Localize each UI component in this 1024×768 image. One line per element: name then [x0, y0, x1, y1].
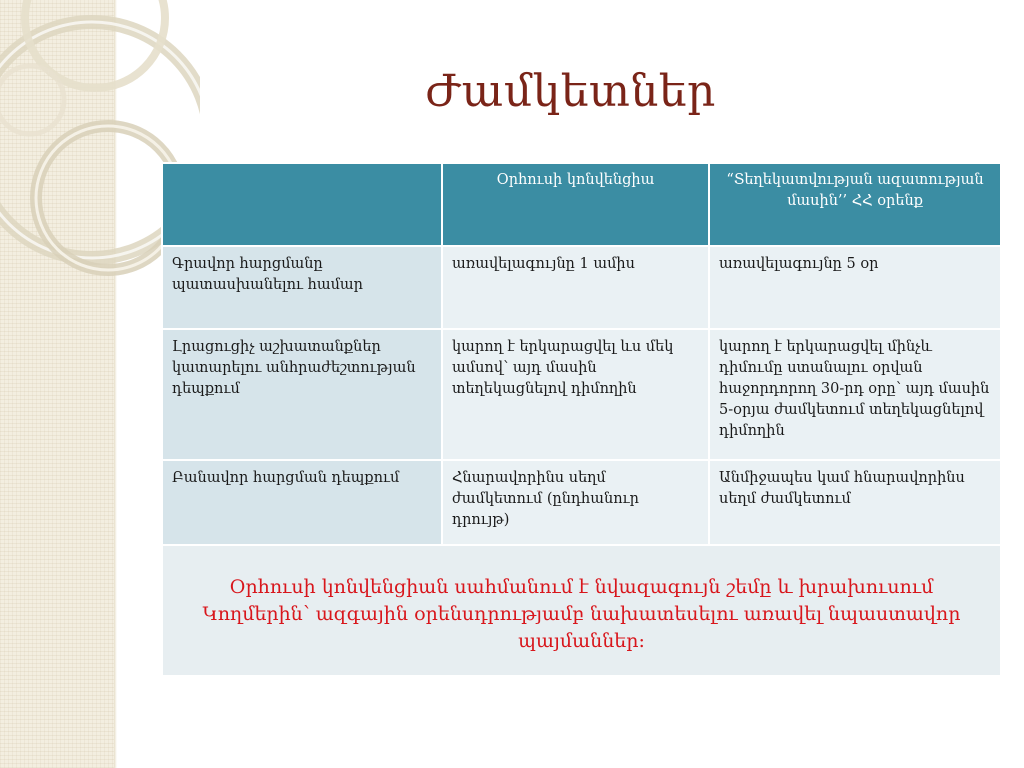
header-aarhus-convention: Օրհուսի կոնվենցիա	[442, 163, 709, 246]
aarhus-value: առավելագույնը 1 ամիս	[442, 246, 709, 329]
table-row	[162, 246, 1001, 329]
header-freedom-of-information-law: “Տեղեկատվության ազատության մասին’’ ՀՀ օրենք	[709, 163, 1001, 246]
aarhus-value: Հնարավորինս սեղմ ժամկետում (ընդհանուր դրույթ)	[442, 460, 709, 545]
side-decoration-strip	[0, 0, 114, 768]
law-value: կարող է երկարացվել մինչև դիմումը ստանալու օրվան հաջորդորող 30-րդ օրը՝ այդ մասին 5-օրյա ժամկետում տեղեկացնելով դիմողին	[709, 329, 1001, 460]
summary-row	[162, 545, 1001, 676]
law-value: առավելագույնը 5 օր	[709, 246, 1001, 329]
slide-title: Ժամկետներ	[425, 66, 716, 117]
row-label: Բանավոր հարցման դեպքում	[162, 460, 442, 545]
row-label: Լրացուցիչ աշխատանքներ կատարելու անհրաժեշտության դեպքում	[162, 329, 442, 460]
aarhus-value: կարող է երկարացվել ևս մեկ ամսով՝ այդ մասին տեղեկացնելով դիմողին	[442, 329, 709, 460]
timelines-comparison-table	[161, 162, 1002, 677]
table-row	[162, 460, 1001, 545]
table-header-row	[162, 163, 1001, 246]
law-value: Անմիջապես կամ հնարավորինս սեղմ ժամկետում	[709, 460, 1001, 545]
header-empty-cell	[162, 163, 442, 246]
row-label: Գրավոր հարցմանը պատասխանելու համար	[162, 246, 442, 329]
summary-text: Օրհուսի կոնվենցիան սահմանում է նվազագույն շեմը և խրախուսում Կողմերին՝ ազգային օրենսդրությամբ նախատեսելու առավել նպաստավոր պայմաններ:	[162, 545, 1001, 676]
table-row	[162, 329, 1001, 460]
